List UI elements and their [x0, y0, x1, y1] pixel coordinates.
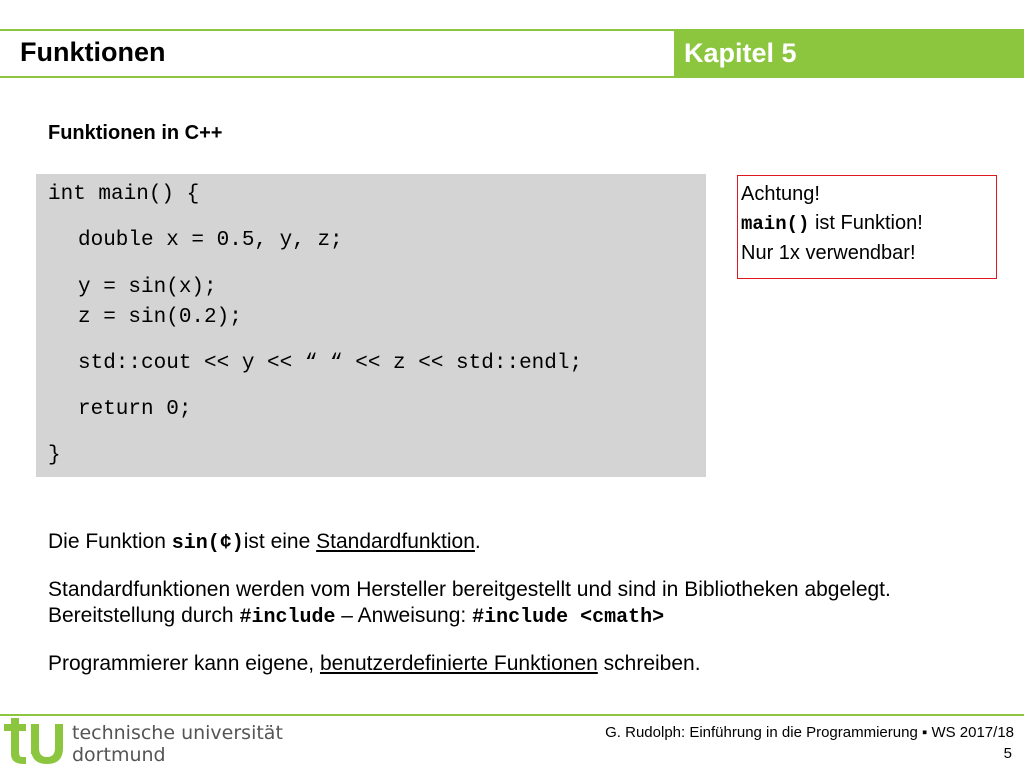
inline-code: #include <cmath>	[472, 606, 665, 629]
code-line: std::cout << y << “ “ << z << std::endl;	[78, 352, 583, 375]
paragraph-text: schreiben.	[597, 652, 701, 675]
university-name	[72, 722, 283, 766]
code-line: return 0;	[78, 398, 192, 421]
note-code: main()	[741, 213, 810, 235]
note-line	[741, 209, 996, 239]
paragraph-text: ist eine	[243, 530, 317, 553]
paragraph-libraries	[48, 577, 988, 631]
note-line: Nur 1x verwendbar!	[741, 242, 916, 264]
footer-rule	[0, 714, 1024, 716]
warning-note	[737, 175, 997, 279]
user-defined-functions-link[interactable]: benutzerdefinierte Funktionen	[319, 652, 598, 675]
section-heading: Funktionen in C++	[48, 122, 223, 144]
page-title: Funktionen	[20, 37, 166, 67]
paragraph-standard-function	[48, 529, 988, 557]
university-name-line: technische universität	[72, 722, 283, 744]
chapter-badge: Kapitel 5	[674, 30, 1024, 76]
inline-code: #include	[239, 606, 336, 629]
paragraph-user-functions	[48, 651, 988, 677]
paragraph-text: Programmierer kann eigene,	[48, 652, 320, 675]
code-line: y = sin(x);	[78, 276, 217, 299]
standard-function-link[interactable]: Standardfunktion	[316, 530, 475, 553]
paragraph-text: Die Funktion	[48, 530, 172, 553]
paragraph-text: Standardfunktionen werden vom Hersteller bereitgestellt und sind in Bibliotheken abgelegt. Bereitstellung durch	[48, 578, 891, 627]
page-number: 5	[1003, 745, 1012, 762]
footer-credit: G. Rudolph: Einführung in die Programmierung ▪ WS 2017/18	[605, 724, 1014, 741]
header-bottom-rule	[0, 76, 1024, 78]
inline-code: sin(¢)	[171, 532, 244, 555]
paragraph-text: .	[474, 530, 481, 553]
university-name-line: dortmund	[72, 744, 166, 766]
note-text: ist Funktion!	[809, 212, 923, 234]
code-line: }	[48, 444, 61, 467]
note-heading: Achtung!	[741, 183, 820, 205]
tu-logo-icon	[4, 718, 66, 766]
code-line: z = sin(0.2);	[78, 306, 242, 329]
code-line: int main() {	[48, 183, 200, 206]
code-line: double x = 0.5, y, z;	[78, 229, 343, 252]
paragraph-text: – Anweisung:	[335, 604, 473, 627]
